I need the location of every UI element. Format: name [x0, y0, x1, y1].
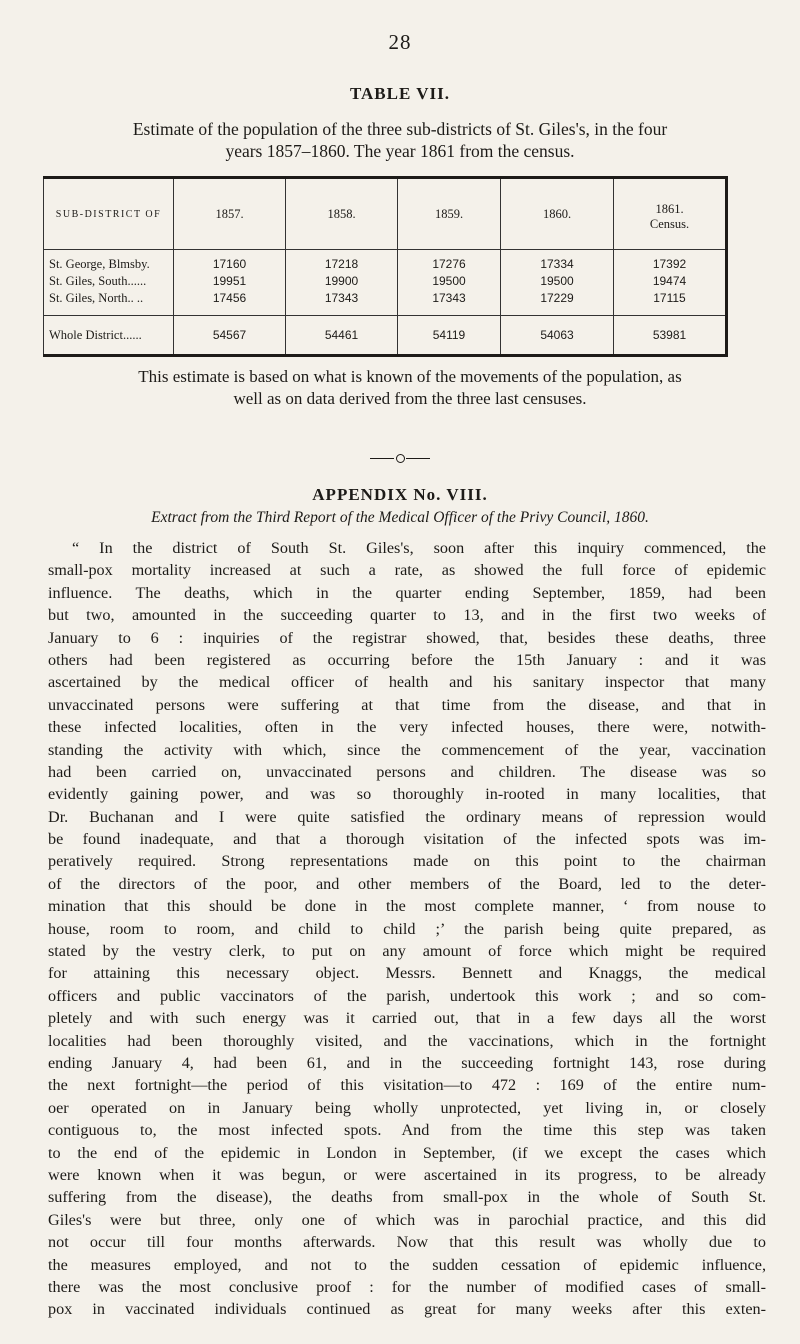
- table-total-row: [44, 316, 727, 356]
- text-line: others had been registered as occurring before the 15th January : and it was: [48, 650, 766, 669]
- table-row: [44, 273, 727, 290]
- note-line: This estimate is based on what is known of the movements of the population, as: [138, 367, 682, 386]
- caption-line: years 1857–1860. The year 1861 from the census.: [225, 141, 575, 161]
- table-note: [50, 366, 770, 410]
- table-cell: 53981: [614, 316, 727, 356]
- table-cell: 54461: [286, 316, 398, 356]
- table-cell: 17276: [398, 250, 501, 274]
- appendix-body: [48, 537, 766, 1321]
- table-cell: 17115: [614, 290, 727, 316]
- table-cell: 19474: [614, 273, 727, 290]
- table-cell: 17229: [501, 290, 614, 316]
- text-line: evidently gaining power, and was so thoroughly in-rooted in many localities, that: [48, 785, 766, 804]
- column-header: 1858.: [286, 178, 398, 250]
- row-label: Whole District......: [44, 316, 174, 356]
- text-line: mination that this should be done in the most complete manner, ‘ from nouse to: [48, 897, 766, 916]
- text-line: ending January 4, had been 61, and in the succeeding fortnight 143, rose during: [48, 1053, 766, 1072]
- table-cell: 17334: [501, 250, 614, 274]
- text-line: the measures employed, and not to the sudden cessation of epidemic influence,: [48, 1255, 766, 1274]
- text-line: localities had been thoroughly visited, and the vaccinations, which in the fortnight: [48, 1031, 766, 1050]
- table-caption: [130, 118, 670, 162]
- table-cell: 54567: [174, 316, 286, 356]
- text-line: suffering from the disease), the deaths from small-pox in the whole of South St.: [48, 1188, 766, 1207]
- table-cell: 19500: [501, 273, 614, 290]
- text-line: were known when it was begun, or were ascertained in its progress, to be already: [48, 1165, 766, 1184]
- table-cell: 17218: [286, 250, 398, 274]
- table-title: TABLE VII.: [349, 84, 451, 103]
- column-header: 1860.: [501, 178, 614, 250]
- column-header: SUB-DISTRICT OF: [44, 178, 174, 250]
- text-line: house, room to room, and child to child ;’ the parish being quite prepared, as: [48, 919, 766, 938]
- text-line: unvaccinated persons were suffering at that time from the disease, and that in: [48, 695, 766, 714]
- text-line: but two, amounted in the succeeding quarter to 13, and in the first two weeks of: [48, 606, 766, 625]
- table-cell: 17343: [398, 290, 501, 316]
- table-cell: 17343: [286, 290, 398, 316]
- note-line: well as on data derived from the three last censuses.: [233, 389, 587, 408]
- text-line: oer operated on in January being wholly unprotected, yet living in, or closely: [48, 1098, 766, 1117]
- text-line: the next fortnight—the period of this visitation—to 472 : 169 of the entire num-: [48, 1076, 766, 1095]
- text-line: Dr. Buchanan and I were quite satisfied the ordinary means of repression would: [48, 807, 766, 826]
- text-line: January to 6 : inquiries of the registrar showed, that, besides these deaths, three: [48, 628, 766, 647]
- text-line: had been carried on, unvaccinated persons and children. The disease was so: [48, 762, 766, 781]
- text-line: these infected localities, often in the very infected houses, there were, notwith-: [48, 718, 766, 737]
- text-line: influence. The deaths, which in the quarter ending September, 1859, had been: [48, 583, 766, 602]
- text-line: pletely and with such energy was it carried out, that in a few days all the worst: [48, 1009, 766, 1028]
- table-header-row: [44, 178, 727, 250]
- caption-line: Estimate of the population of the three sub-districts of St. Giles's, in the four: [132, 119, 668, 139]
- section-divider: [370, 452, 430, 464]
- table-cell: 19900: [286, 273, 398, 290]
- text-line: pox in vaccinated individuals continued as great for many weeks after this exten-: [48, 1300, 766, 1319]
- text-line: peratively required. Strong representations made on this point to the chairman: [48, 852, 766, 871]
- population-table: [43, 176, 728, 357]
- text-line: Giles's were but three, only one of which was in parochial practice, and this did: [48, 1210, 766, 1229]
- table-cell: 17160: [174, 250, 286, 274]
- page-number: 28: [388, 30, 412, 54]
- text-line: standing the activity with which, since the commencement of the year, vaccination: [48, 740, 766, 759]
- text-line: stated by the vestry clerk, to put on any amount of force which might be required: [48, 942, 766, 961]
- table-cell: 54119: [398, 316, 501, 356]
- text-line: ascertained by the medical officer of health and his sanitary inspector that many: [48, 673, 766, 692]
- column-header: 1861. Census.: [614, 178, 727, 250]
- text-line: “ In the district of South St. Giles's, soon after this inquiry commenced, the: [72, 539, 766, 557]
- text-line: there was the most conclusive proof : for the number of modified cases of small-: [48, 1277, 766, 1296]
- table-cell: 17392: [614, 250, 727, 274]
- table-row: [44, 250, 727, 274]
- text-line: for attaining this necessary object. Messrs. Bennett and Knaggs, the medical: [48, 964, 766, 983]
- table-cell: 19951: [174, 273, 286, 290]
- text-line: contiguous to, the most infected spots. And from the time this step was taken: [48, 1121, 766, 1140]
- table-cell: 54063: [501, 316, 614, 356]
- appendix-subtitle: Extract from the Third Report of the Medical Officer of the Privy Council, 1860.: [151, 509, 649, 526]
- text-line: not occur till four months afterwards. Now that this result was wholly due to: [48, 1233, 766, 1252]
- column-header: 1857.: [174, 178, 286, 250]
- row-label: St. Giles, South......: [44, 273, 174, 290]
- appendix-title: APPENDIX No. VIII.: [312, 485, 488, 504]
- text-line: be found inadequate, and that a thorough visitation of the infected spots was im-: [48, 830, 766, 849]
- row-label: St. Giles, North.. ..: [44, 290, 174, 316]
- table-row: [44, 290, 727, 316]
- column-header: 1859.: [398, 178, 501, 250]
- text-line: of the directors of the poor, and other members of the Board, led to the deter-: [48, 874, 766, 893]
- text-line: to the end of the epidemic in London in September, (if we except the cases which: [48, 1143, 766, 1162]
- table-cell: 17456: [174, 290, 286, 316]
- row-label: St. George, Blmsby.: [44, 250, 174, 274]
- text-line: officers and public vaccinators of the parish, undertook this work ; and so com-: [48, 986, 766, 1005]
- table-cell: 19500: [398, 273, 501, 290]
- text-line: small-pox mortality increased at such a rate, as showed the full force of epidemic: [48, 561, 766, 580]
